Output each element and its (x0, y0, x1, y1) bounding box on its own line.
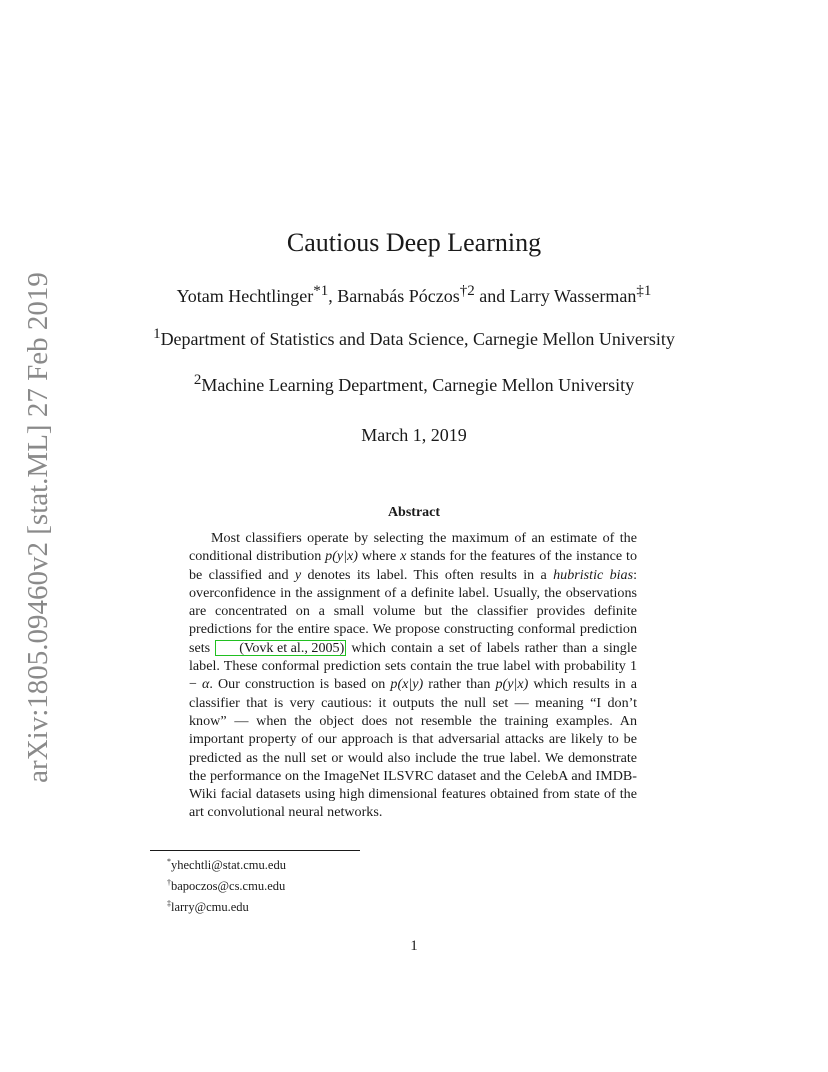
footnotes (167, 853, 286, 916)
paper-title: Cautious Deep Learning (286, 228, 542, 257)
abstract-text: denotes its label. This often results in a (301, 566, 554, 583)
abstract-text: : overconfidence in the assignment of a definite label. Usually, the observations are concentrated on a small volume but the classifier provides definite predictions for the entire space. We propose constructing conformal prediction sets (189, 566, 637, 656)
affiliation-text: Department of Statistics and Data Science, Carnegie Mellon University (160, 329, 675, 349)
author-name: Yotam Hechtlinger (176, 286, 314, 306)
arxiv-identifier: arXiv:1805.09460v2 [stat.ML] 27 Feb 2019 (21, 271, 54, 783)
abstract-text: . Our construction is based on (209, 676, 391, 693)
author-mark: ‡1 (636, 283, 652, 299)
author-mark: †2 (459, 283, 475, 299)
footnote (167, 895, 286, 916)
author-list (0, 283, 828, 307)
abstract-text: where (357, 548, 401, 565)
math-expression: α (202, 676, 210, 693)
math-expression: p(y|x) (325, 548, 358, 565)
abstract-heading: Abstract (387, 505, 441, 520)
abstract-text: which results in a classifier that is very cautious: it outputs the null set — meaning “I don’t know” — when the object does not resemble the training examples. An important property of our approach is that adversarial attacks are likely to be predicted as the null set or would also include the true label. We demonstrate the performance on the ImageNet ILSVRC dataset and the CelebA and IMDB-Wiki facial datasets using high dimensional features obtained from state of the art convolutional neural networks. (189, 676, 637, 821)
footnote (167, 874, 286, 895)
math-expression: y (294, 566, 302, 583)
page-number: 1 (410, 938, 418, 954)
author-mark: *1 (313, 283, 329, 299)
author-name: Larry Wasserman (509, 286, 637, 306)
emphasis-text: hubristic bias (553, 566, 634, 583)
footnote-divider (150, 850, 360, 851)
author-separator: , (328, 286, 338, 306)
abstract-text: which contain a set of labels rather than a single label. These conformal prediction sets contain the true label with probability 1 − (189, 639, 637, 693)
abstract-text: rather than (423, 676, 496, 693)
abstract-text: stands for the features of the instance to be classified and (189, 548, 638, 583)
citation-link[interactable]: (Vovk et al., 2005) (215, 640, 346, 656)
math-expression: x (400, 548, 407, 565)
abstract-text: Most classifiers operate by selecting the maximum of an estimate of the conditional distribution (189, 530, 637, 565)
footnote-email: bapoczos@cs.cmu.edu (171, 879, 286, 894)
footnote (167, 853, 286, 874)
author-name: Barnabás Póczos (337, 286, 460, 306)
affiliation-1 (150, 322, 678, 352)
math-expression: p(y|x) (495, 676, 529, 693)
footnote-mark: ‡ (167, 899, 171, 909)
footnote-email: larry@cmu.edu (171, 900, 249, 915)
footnote-mark: † (167, 878, 171, 888)
footnote-mark: * (167, 857, 171, 866)
footnote-email: yhechtli@stat.cmu.edu (171, 858, 286, 873)
paper-date: March 1, 2019 (361, 425, 467, 445)
affiliation-2 (150, 372, 678, 396)
affiliation-text: Machine Learning Department, Carnegie Mellon University (201, 375, 635, 395)
affiliation-mark: 1 (153, 326, 161, 342)
abstract-body (189, 529, 637, 822)
affiliation-mark: 2 (193, 372, 202, 388)
math-expression: p(x|y) (390, 676, 424, 693)
arxiv-stamp (14, 271, 62, 783)
author-separator: and (474, 286, 510, 306)
